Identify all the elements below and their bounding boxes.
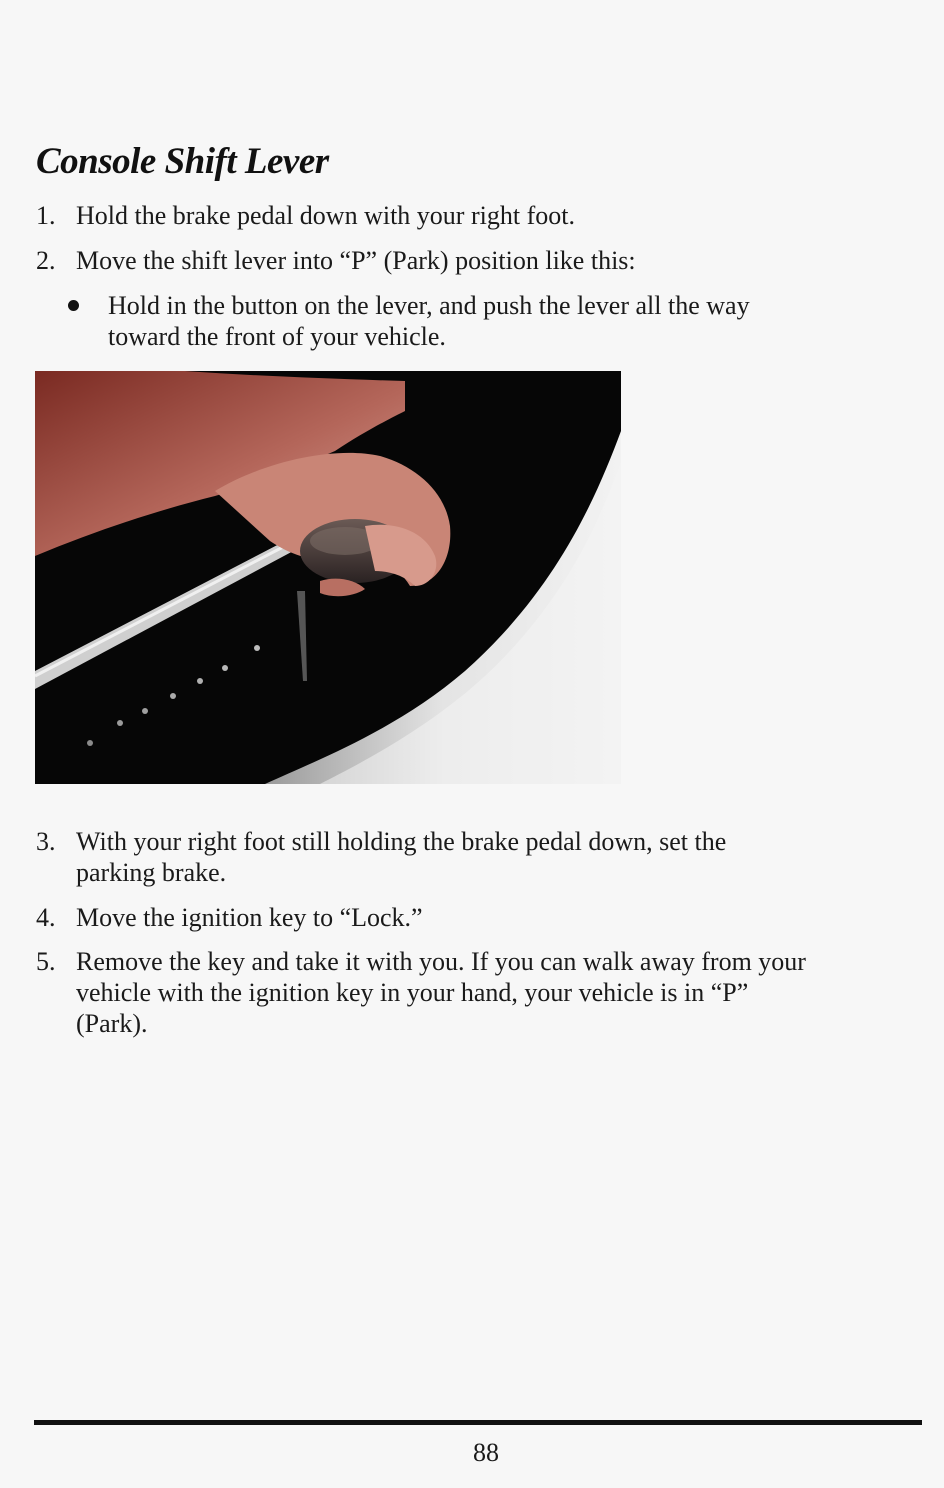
step-text-line-2: vehicle with the ignition key in your hand, your vehicle is in “P” [76,978,749,1007]
step-text-line-1: With your right foot still holding the brake pedal down, set the [76,827,727,856]
step-number: 3. [36,827,56,856]
step-number: 4. [36,903,56,932]
step-text: Hold the brake pedal down with your right foot. [76,201,575,230]
bullet-line-1: Hold in the button on the lever, and push the lever all the way [108,291,750,320]
step-4 [36,902,906,933]
step-1 [36,200,906,231]
step-text-line-2: parking brake. [76,858,227,887]
shift-lever-illustration [35,371,621,784]
section-heading: Console Shift Lever [36,141,329,182]
bullet-item [68,290,868,352]
bullet-line-2: toward the front of your vehicle. [108,322,446,351]
step-text-line-1: Remove the key and take it with you. If you can walk away from your [76,947,806,976]
step-3 [36,826,906,888]
step-text: Move the shift lever into “P” (Park) position like this: [76,246,636,275]
step-5 [36,946,906,1039]
step-number: 2. [36,246,56,275]
step-number: 5. [36,947,56,976]
bullet-icon [68,300,79,311]
shift-lever-photo [35,371,621,784]
step-number: 1. [36,201,56,230]
step-text-line-3: (Park). [76,1009,148,1038]
step-text: Move the ignition key to “Lock.” [76,903,423,932]
page-number: 88 [473,1438,499,1467]
footer-divider [34,1420,922,1425]
step-2 [36,245,906,276]
